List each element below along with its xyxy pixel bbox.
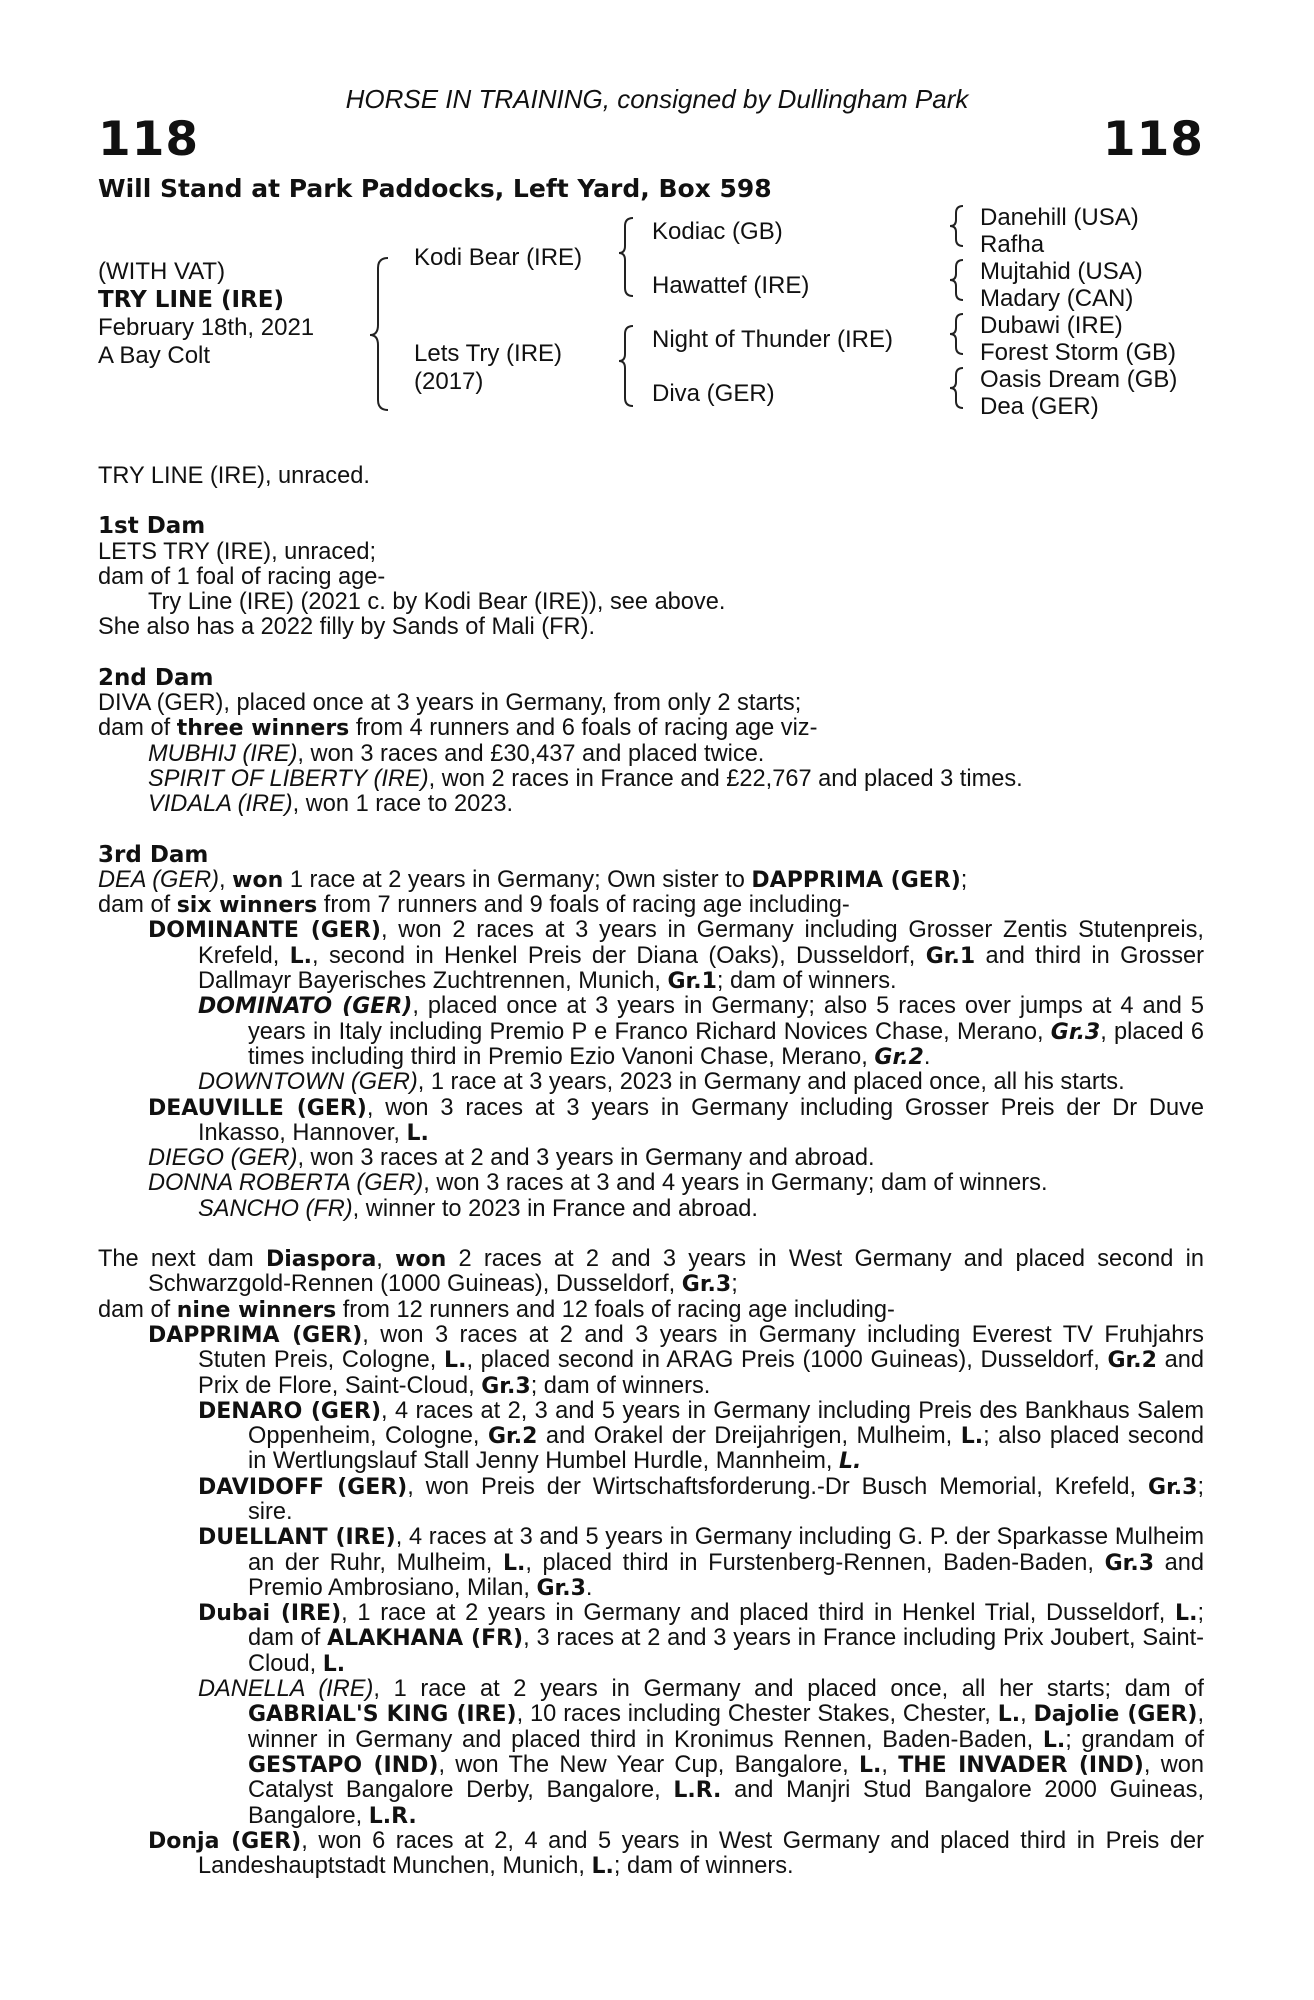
first-dam-produce-line: dam of 1 foal of racing age-: [98, 563, 386, 590]
first-dam-produce-entry: Try Line (IRE) (2021 c. by Kodi Bear (IRE)), see above.: [148, 589, 726, 616]
lot-number-left: 118: [98, 112, 200, 167]
second-dam-heading: 2nd Dam: [98, 664, 214, 691]
dam-name: Lets Try (IRE): [414, 340, 563, 367]
produce-entry: SANCHO (FR), winner to 2023 in France and abroad.: [198, 1195, 758, 1222]
grandsire-dam: Night of Thunder (IRE): [652, 326, 893, 353]
gen3-4: Madary (CAN): [980, 285, 1134, 312]
lot-number-right: 118: [1102, 112, 1204, 167]
produce-entry: SPIRIT OF LIBERTY (IRE), won 2 races in France and £22,767 and placed 3 times.: [148, 765, 1023, 792]
produce-entry: MUBHIJ (IRE), won 3 races and £30,437 and placed twice.: [148, 740, 765, 767]
produce-entry: Dubai (IRE), 1 race at 2 years in Germany and placed third in Henkel Trial, Dusseldorf, L.; dam of ALAKHANA (FR), 3 races at 2 and 3 years in France including Prix Joubert, Saint-Cloud, L.: [198, 1600, 1205, 1677]
produce-entry: DOMINATO (GER), placed once at 3 years in Germany; also 5 races over jumps at 4 and 5 years in Italy including Premio P e Franco Richard Novices Chase, Merano, Gr.3, placed 6 times including third in Premio Ezio Vanoni Chase, Merano, Gr.2.: [198, 993, 1204, 1070]
sire-name: Kodi Bear (IRE): [414, 244, 583, 271]
first-dam-note: She also has a 2022 filly by Sands of Mali (FR).: [98, 614, 596, 641]
gen3-7: Oasis Dream (GB): [980, 366, 1178, 393]
second-dam-produce-line: dam of three winners from 4 runners and 6 foals of racing age viz-: [98, 715, 818, 742]
gen3-5: Dubawi (IRE): [980, 312, 1123, 339]
stand-location: Will Stand at Park Paddocks, Left Yard, Box 598: [98, 174, 772, 203]
produce-entry: DOMINANTE (GER), won 2 races at 3 years in Germany including Grosser Zentis Stutenpreis, Krefeld, L., second in Henkel Preis der Diana (Oaks), Dusseldorf, Gr.1 and third in Grosser Dallmayr Bayerisches Zuchtrennen, Munich, Gr.1; dam of winners.: [148, 917, 1204, 995]
produce-entry: DAVIDOFF (GER), won Preis der Wirtschaftsforderung.-Dr Busch Memorial, Krefeld, Gr.3; sire.: [198, 1473, 1205, 1525]
produce-entry: DEAUVILLE (GER), won 3 races at 3 years in Germany including Grosser Preis der Dr Duve Inkasso, Hannover, L.: [148, 1094, 1205, 1146]
third-dam-heading: 3rd Dam: [98, 841, 209, 868]
next-dam-produce-line: dam of nine winners from 12 runners and 12 foals of racing age including-: [98, 1296, 895, 1323]
granddam-sire: Hawattef (IRE): [652, 272, 810, 299]
race-record: TRY LINE (IRE), unraced.: [98, 463, 370, 489]
second-dam-line: DIVA (GER), placed once at 3 years in Germany, from only 2 starts;: [98, 690, 802, 717]
catalogue-header: HORSE IN TRAINING, consigned by Dullingham Park: [345, 84, 969, 114]
produce-entry: DOWNTOWN (GER), 1 race at 3 years, 2023 in Germany and placed once, all his starts.: [198, 1069, 1125, 1096]
third-dam-produce-line: dam of six winners from 7 runners and 9 foals of racing age including-: [98, 892, 850, 919]
third-dam-line: DEA (GER), won 1 race at 2 years in Germany; Own sister to DAPPRIMA (GER);: [98, 866, 968, 893]
produce-entry: DUELLANT (IRE), 4 races at 3 and 5 years in Germany including G. P. der Sparkasse Mulheim an der Ruhr, Mulheim, L., placed third in Furstenberg-Rennen, Baden-Baden, Gr.3 and Premio Ambrosiano, Milan, Gr.3.: [198, 1524, 1204, 1601]
first-dam-heading: 1st Dam: [98, 513, 206, 540]
horse-name: TRY LINE (IRE): [98, 287, 284, 313]
granddam-dam: Diva (GER): [652, 380, 775, 407]
vat-note: (WITH VAT): [98, 258, 226, 285]
first-dam-line: LETS TRY (IRE), unraced;: [98, 538, 376, 565]
colour-sex: A Bay Colt: [98, 342, 211, 369]
produce-entry: DAPPRIMA (GER), won 3 races at 2 and 3 years in Germany including Everest TV Fruhjahrs Stuten Preis, Cologne, L., placed second in ARAG Preis (1000 Guineas), Dusseldorf, Gr.2 and Prix de Flore, Saint-Cloud, Gr.3; dam of winners.: [148, 1321, 1204, 1399]
catalogue-body: [98, 464, 1204, 1879]
produce-entry: Donja (GER), won 6 races at 2, 4 and 5 years in West Germany and placed third in Preis der Landeshauptstadt Munchen, Munich, L.; dam of winners.: [148, 1827, 1204, 1880]
dam-year: (2017): [414, 368, 484, 395]
gen3-3: Mujtahid (USA): [980, 258, 1143, 285]
gen3-6: Forest Storm (GB): [980, 339, 1177, 366]
produce-entry: DENARO (GER), 4 races at 2, 3 and 5 years in Germany including Preis des Bankhaus Salem Oppenheim, Cologne, Gr.2 and Orakel der Dreijahrigen, Mulheim, L.; also placed second in Wertlungslauf Stall Jenny Humbel Hurdle, Mannheim, L.: [198, 1397, 1205, 1475]
produce-entry: DIEGO (GER), won 3 races at 2 and 3 years in Germany and abroad.: [148, 1145, 875, 1172]
foaling-date: February 18th, 2021: [98, 314, 315, 341]
gen3-8: Dea (GER): [980, 393, 1099, 420]
produce-entry: DANELLA (IRE), 1 race at 2 years in Germany and placed once, all her starts; dam of GABRIAL'S KING (IRE), 10 races including Chester Stakes, Chester, L., Dajolie (GER), winner in Germany and placed third in Kronimus Rennen, Baden-Baden, L.; grandam of GESTAPO (IND), won The New Year Cup, Bangalore, L., THE INVADER (IND), won Catalyst Bangalore Derby, Bangalore, L.R. and Manjri Stud Bangalore 2000 Guineas, Bangalore, L.R.: [198, 1676, 1205, 1829]
gen3-1: Danehill (USA): [980, 204, 1139, 231]
gen3-2: Rafha: [980, 231, 1045, 258]
produce-entry: DONNA ROBERTA (GER), won 3 races at 3 and 4 years in Germany; dam of winners.: [148, 1170, 1048, 1197]
next-dam-line: The next dam Diaspora, won 2 races at 2 and 3 years in West Germany and placed second in Schwarzgold-Rennen (1000 Guineas), Dusseldorf, Gr.3;: [98, 1246, 1204, 1298]
grandsire-sire: Kodiac (GB): [652, 218, 783, 245]
produce-entry: VIDALA (IRE), won 1 race to 2023.: [148, 791, 514, 818]
